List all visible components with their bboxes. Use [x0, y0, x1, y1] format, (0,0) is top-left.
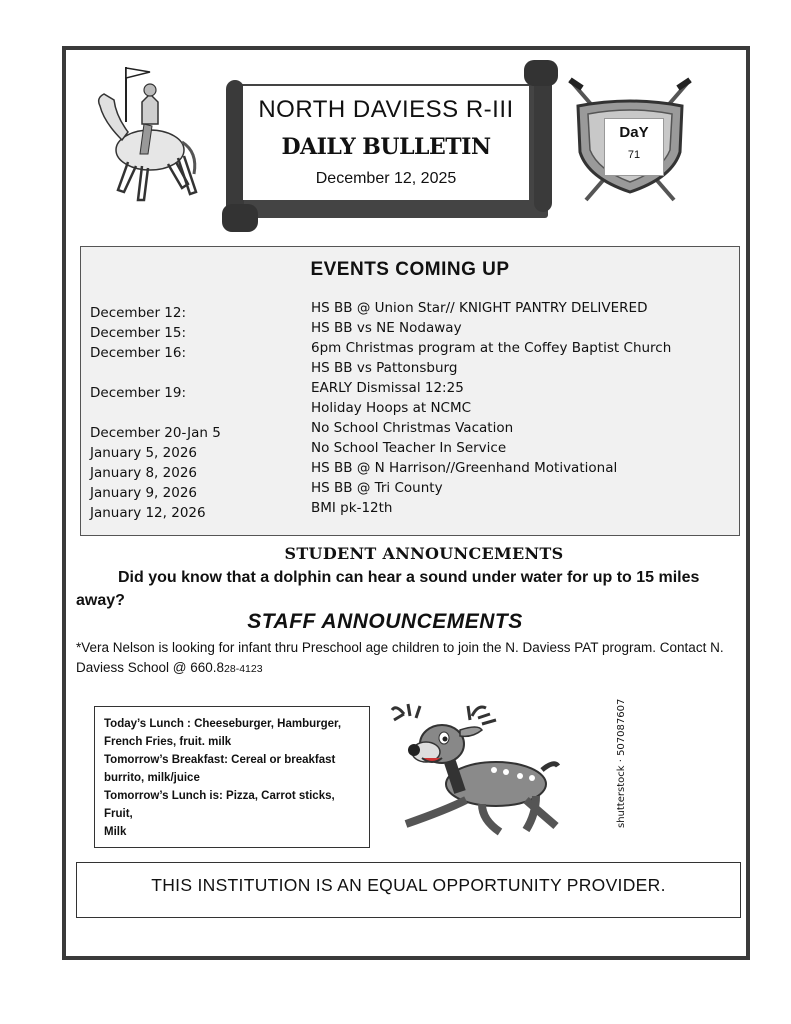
equal-opportunity-box — [76, 862, 741, 918]
events-title: EVENTS COMING UP — [310, 259, 510, 280]
reindeer-icon — [386, 700, 566, 842]
event-date: December 16: — [90, 345, 187, 361]
day-number: 71 — [627, 149, 641, 161]
bulletin-title: DAILY BULLETIN — [281, 134, 491, 160]
day-label: DaY — [619, 124, 649, 141]
event-description: No School Teacher In Service — [311, 440, 507, 456]
lunch-line: Today’s Lunch : Cheeseburger, Hamburger, — [104, 718, 342, 730]
event-date: December 19: — [90, 385, 187, 401]
stock-watermark-text: shutterstock · 507087607 — [616, 698, 627, 828]
lunch-line: French Fries, fruit. milk — [104, 736, 232, 748]
event-date: January 5, 2026 — [90, 445, 197, 461]
lunch-line: Milk — [104, 826, 127, 838]
event-description: Holiday Hoops at NCMC — [311, 400, 472, 416]
event-date: December 12: — [90, 305, 187, 321]
event-description: HS BB @ Tri County — [311, 480, 443, 496]
lunch-line: Tomorrow’s Lunch is: Pizza, Carrot sticks, Fruit, — [104, 790, 335, 820]
staff-announcement-main: *Vera Nelson is looking for infant thru Preschool age children to join the N. Daviess PAT program. Contact N. Daviess School @ 660.8 — [76, 640, 724, 675]
lunch-line: Tomorrow’s Breakfast: Cereal or breakfast — [104, 754, 336, 766]
event-date: January 8, 2026 — [90, 465, 197, 481]
event-description: 6pm Christmas program at the Coffey Baptist Church — [311, 340, 672, 356]
event-date: December 20-Jan 5 — [90, 425, 221, 441]
events-section — [80, 246, 740, 536]
event-description: HS BB @ Union Star// KNIGHT PANTRY DELIVERED — [311, 300, 648, 316]
event-description: HS BB @ N Harrison//Greenhand Motivational — [311, 460, 618, 476]
school-name: NORTH DAVIESS R-III — [258, 96, 514, 123]
event-date: December 15: — [90, 325, 187, 341]
event-description: HS BB vs NE Nodaway — [311, 320, 462, 336]
student-announcement-text: Did you know that a dolphin can hear a sound under water for up to 15 miles away? — [76, 569, 700, 609]
event-date: January 12, 2026 — [90, 505, 206, 521]
equal-opportunity-text: THIS INSTITUTION IS AN EQUAL OPPORTUNITY PROVIDER. — [151, 875, 666, 895]
staff-announcements-title: STAFF ANNOUNCEMENTS — [247, 610, 523, 633]
lunch-line: burrito, milk/juice — [104, 772, 200, 784]
knight-on-horse-icon — [82, 62, 202, 212]
day-counter — [604, 118, 664, 176]
event-description: BMI pk-12th — [311, 500, 393, 516]
staff-phone-suffix: 28-4123 — [224, 663, 263, 675]
student-announcements-title: STUDENT ANNOUNCEMENTS — [284, 544, 564, 563]
bulletin-date: December 12, 2025 — [315, 170, 457, 187]
event-description: HS BB vs Pattonsburg — [311, 360, 458, 376]
event-description: EARLY Dismissal 12:25 — [311, 380, 464, 396]
event-date: January 9, 2026 — [90, 485, 197, 501]
bulletin-title-box — [243, 86, 529, 200]
lunch-menu-box — [94, 706, 370, 848]
event-description: No School Christmas Vacation — [311, 420, 514, 436]
staff-announcement-text — [76, 638, 736, 679]
